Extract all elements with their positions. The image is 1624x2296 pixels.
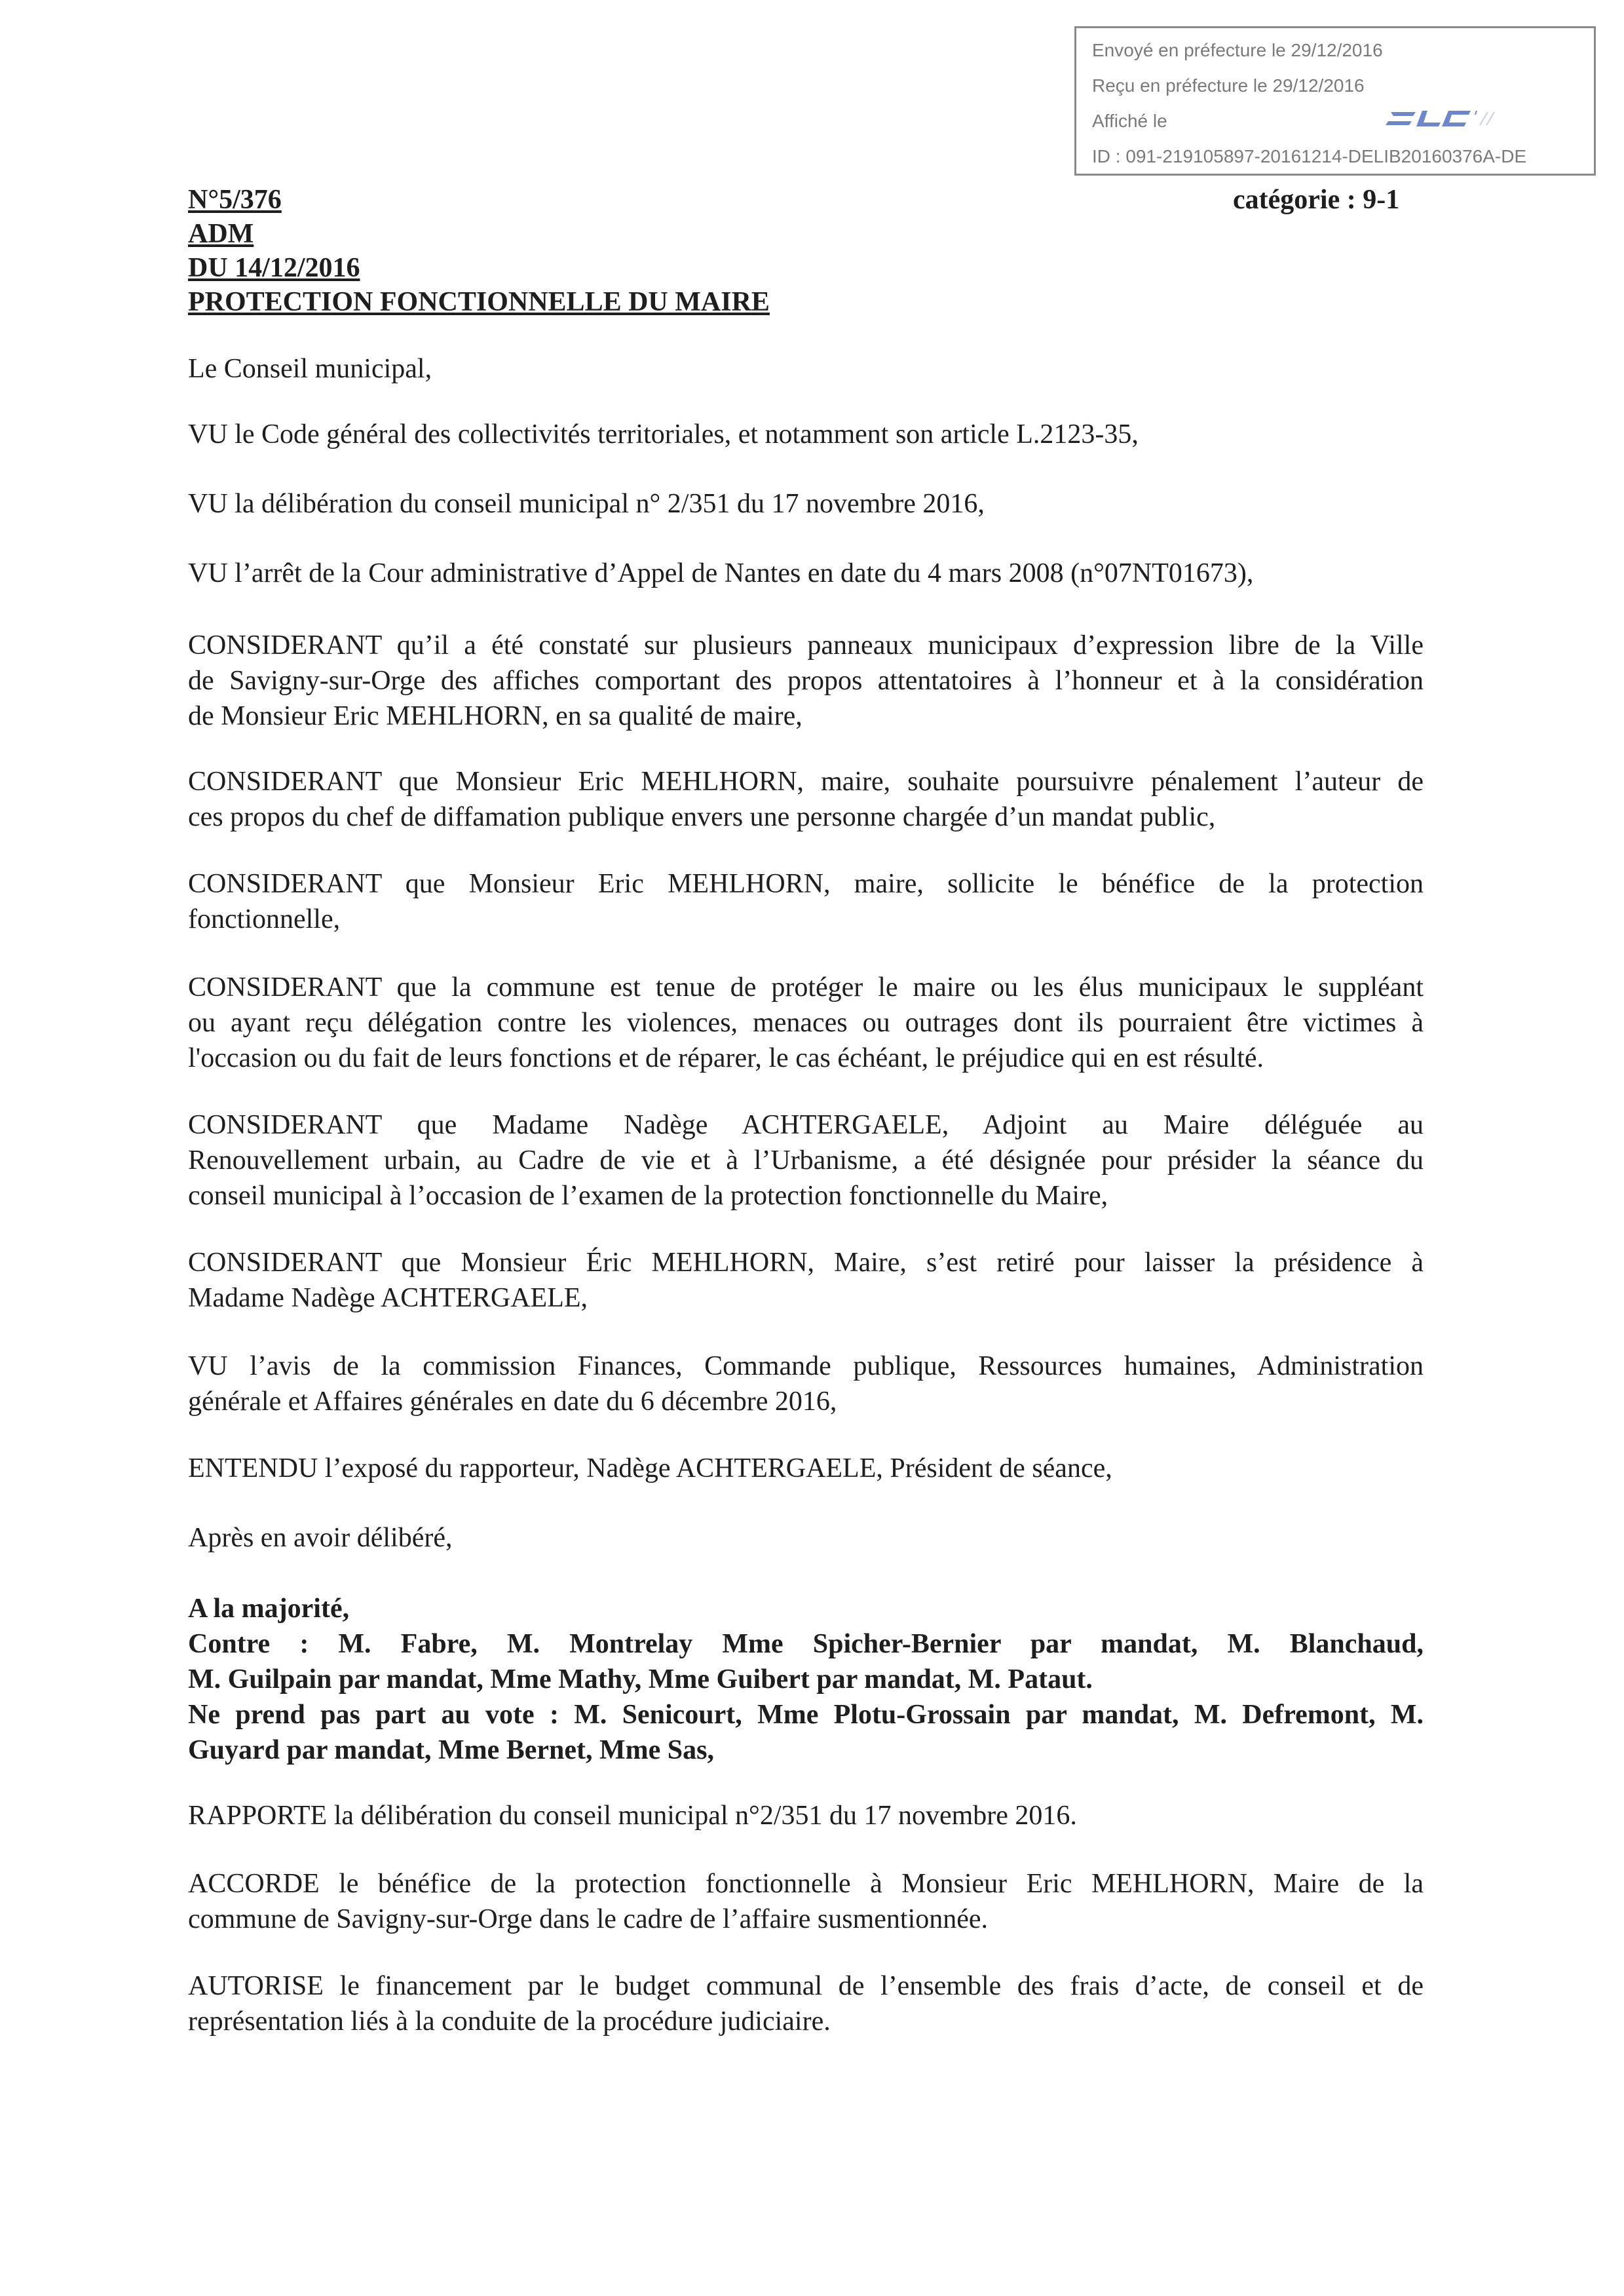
entendu-paragraph: ENTENDU l’exposé du rapporteur, Nadège ACHTERGAELE, Président de séance, <box>188 1453 1112 1483</box>
npp-line: Ne prend pas part au vote : M. Senicourt, Mme Plotu-Grossain par mandat, M. Defremont, M. <box>188 1700 1424 1730</box>
text-line: CONSIDERANT que Monsieur Eric MEHLHORN, maire, souhaite poursuivre pénalement l’auteur de <box>188 767 1424 797</box>
rapporte-paragraph: RAPPORTE la délibération du conseil municipal n°2/351 du 17 novembre 2016. <box>188 1801 1077 1831</box>
autorise-paragraph <box>188 1968 1424 2039</box>
intro-paragraph: Le Conseil municipal, <box>188 354 432 384</box>
text-line: fonctionnelle, <box>188 904 341 934</box>
categorie-label: catégorie : 9-1 <box>1233 185 1400 215</box>
vu-cgct-paragraph: VU le Code général des collectivités territoriales, et notamment son article L.2123-35, <box>188 419 1139 450</box>
stamp-envoye: Envoyé en préfecture le 29/12/2016 <box>1092 40 1383 60</box>
text-line: conseil municipal à l’occasion de l’examen de la protection fonctionnelle du Maire, <box>188 1181 1108 1211</box>
text-line: générale et Affaires générales en date du 6 décembre 2016, <box>188 1387 837 1417</box>
text-line: CONSIDERANT que la commune est tenue de protéger le maire ou les élus municipaux le suppléant <box>188 972 1424 1003</box>
text-line: Madame Nadège ACHTERGAELE, <box>188 1283 588 1313</box>
apres-deliberation-paragraph: Après en avoir délibéré, <box>188 1523 453 1553</box>
majorite-line: A la majorité, <box>188 1594 350 1624</box>
text-line: ou ayant reçu délégation contre les violences, menaces ou outrages dont ils pourraient être victimes à <box>188 1008 1424 1038</box>
text-line: ACCORDE le bénéfice de la protection fonctionnelle à Monsieur Eric MEHLHORN, Maire de la <box>188 1869 1424 1899</box>
deliberation-number: N°5/376 <box>188 185 282 215</box>
vote-block <box>188 1591 1424 1768</box>
text-line: Renouvellement urbain, au Cadre de vie et à l’Urbanisme, a été désignée pour présider la séance du <box>188 1145 1424 1176</box>
text-line: de Savigny-sur-Orge des affiches comportant des propos attentatoires à l’honneur et à la considération <box>188 666 1424 696</box>
text-line: ces propos du chef de diffamation publique envers une personne chargée d’un mandat public, <box>188 802 1216 832</box>
considerant-poursuite-paragraph <box>188 764 1424 835</box>
text-line: CONSIDERANT que Monsieur Eric MEHLHORN, maire, sollicite le bénéfice de la protection <box>188 869 1424 899</box>
text-line: représentation liés à la conduite de la procédure judiciaire. <box>188 2006 831 2037</box>
stamp-affiche: Affiché le <box>1092 111 1167 131</box>
stamp-id: ID : 091-219105897-20161214-DELIB20160376A-DE <box>1092 146 1527 166</box>
text-line: l'occasion ou du fait de leurs fonctions et de réparer, le cas échéant, le préjudice qui en est résulté. <box>188 1043 1264 1073</box>
text-line: CONSIDERANT que Monsieur Éric MEHLHORN, Maire, s’est retiré pour laisser la présidence à <box>188 1248 1424 1278</box>
npp-line: Guyard par mandat, Mme Bernet, Mme Sas, <box>188 1735 714 1765</box>
accorde-paragraph <box>188 1866 1424 1937</box>
text-line: AUTORISE le financement par le budget communal de l’ensemble des frais d’acte, de conseil et de <box>188 1971 1424 2001</box>
deliberation-subject: PROTECTION FONCTIONNELLE DU MAIRE <box>188 287 770 317</box>
stamp-recu: Reçu en préfecture le 29/12/2016 <box>1092 75 1365 96</box>
vu-deliberation-paragraph: VU la délibération du conseil municipal n° 2/351 du 17 novembre 2016, <box>188 489 985 519</box>
text-line: CONSIDERANT que Madame Nadège ACHTERGAELE, Adjoint au Maire déléguée au <box>188 1110 1424 1140</box>
contre-line: Contre : M. Fabre, M. Montrelay Mme Spicher-Bernier par mandat, M. Blanchaud, <box>188 1629 1424 1659</box>
text-line: CONSIDERANT qu’il a été constaté sur plusieurs panneaux municipaux d’expression libre de la Ville <box>188 630 1424 660</box>
prefecture-stamp <box>1074 26 1596 176</box>
contre-line: M. Guilpain par mandat, Mme Mathy, Mme Guibert par mandat, M. Pataut. <box>188 1664 1093 1694</box>
deliberation-date: DU 14/12/2016 <box>188 253 360 283</box>
slo-logo-icon <box>1384 105 1502 132</box>
considerant-retrait-paragraph <box>188 1245 1424 1316</box>
considerant-commune-paragraph <box>188 970 1424 1076</box>
considerant-affiches-paragraph <box>188 628 1424 734</box>
considerant-sollicite-paragraph <box>188 866 1424 937</box>
text-line: commune de Savigny-sur-Orge dans le cadre de l’affaire susmentionnée. <box>188 1904 989 1934</box>
text-line: VU l’avis de la commission Finances, Commande publique, Ressources humaines, Administration <box>188 1351 1424 1381</box>
service-code: ADM <box>188 219 254 249</box>
vu-arret-paragraph: VU l’arrêt de la Cour administrative d’Appel de Nantes en date du 4 mars 2008 (n°07NT01673), <box>188 558 1254 588</box>
considerant-presidence-paragraph <box>188 1107 1424 1214</box>
text-line: de Monsieur Eric MEHLHORN, en sa qualité de maire, <box>188 701 803 731</box>
vu-commission-paragraph <box>188 1349 1424 1419</box>
